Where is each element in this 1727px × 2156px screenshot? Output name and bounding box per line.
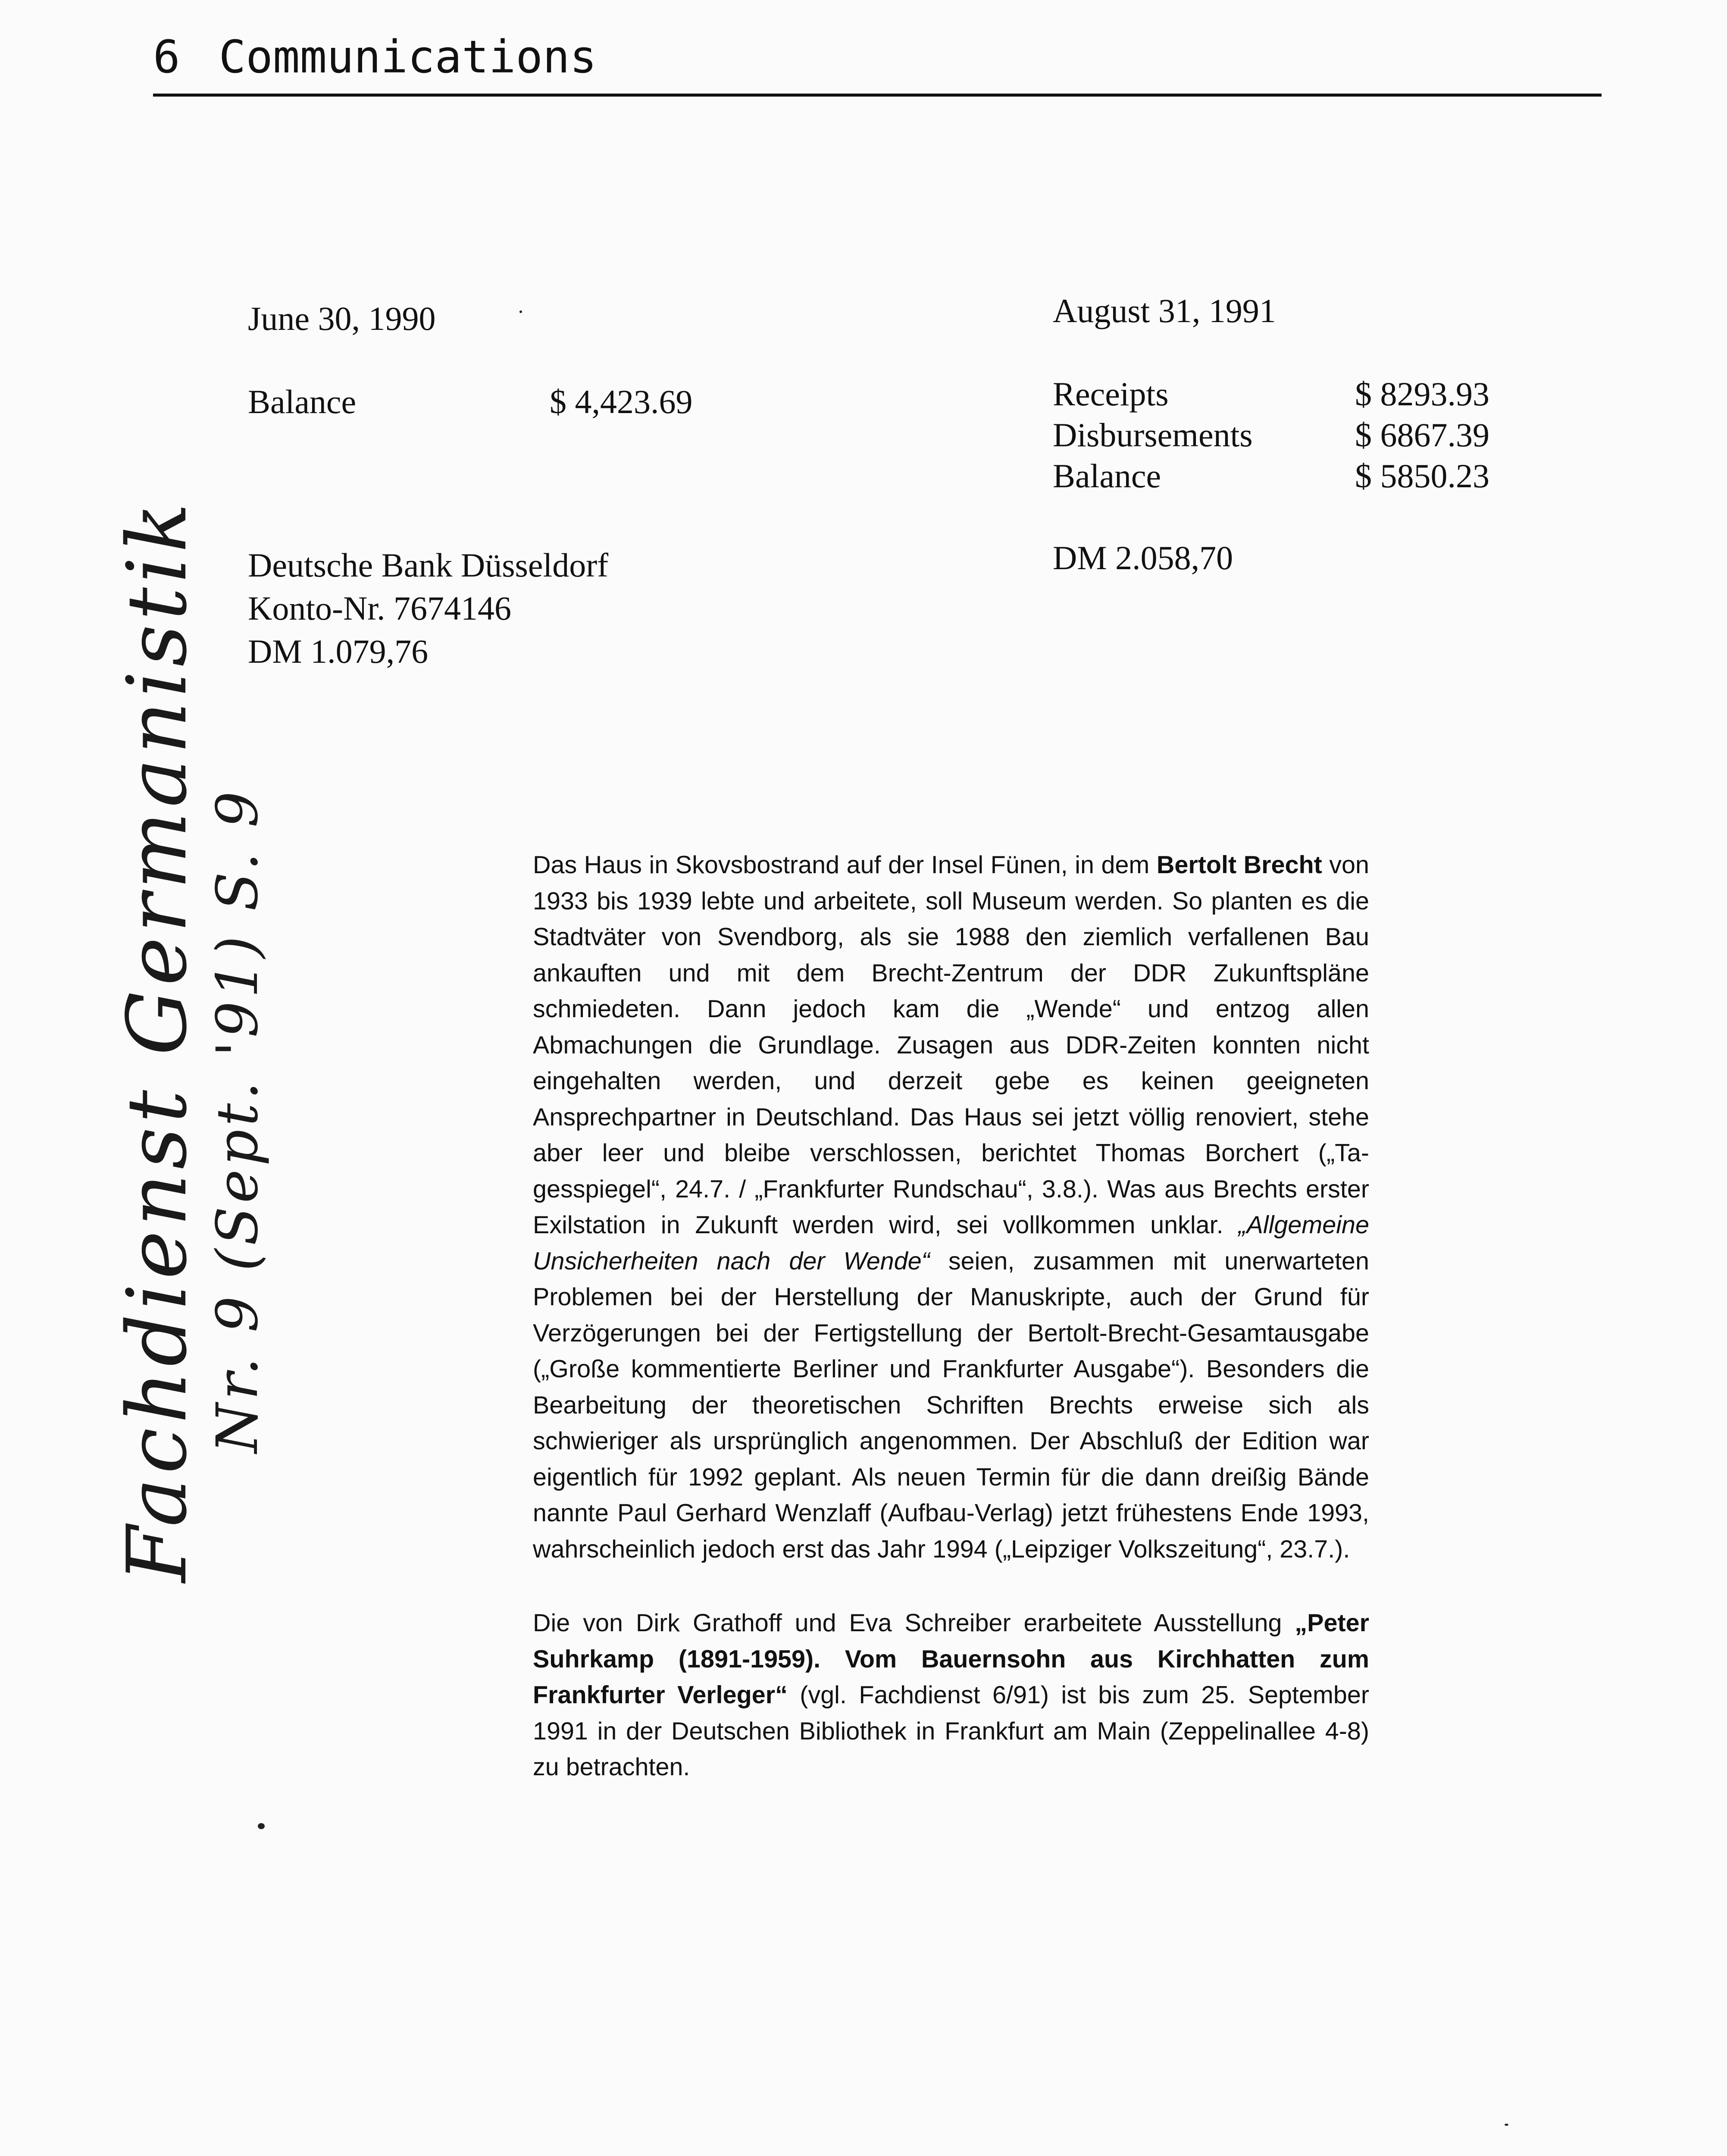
ledger-1991-value-disbursements: $ 6867.39 [1355, 416, 1489, 454]
ledger-1991-dm-amount: DM 2.058,70 [1053, 539, 1233, 577]
article-p2-text-a: Die von Dirk Grathoff und Eva Schreiber erarbeitete Ausstellung [533, 1609, 1295, 1637]
article-p1-italic-quote: „Allgemeine Unsicherheiten nach der Wende“ [533, 1211, 1369, 1275]
page-number: 6 [153, 31, 180, 83]
ledger-1991-date: August 31, 1991 [1053, 292, 1276, 329]
ledger-1991-value-receipts: $ 8293.93 [1355, 375, 1489, 413]
article-p2-text-c: (vgl. Fachdienst 6/91) ist bis zum 25. September 1991 in der Deutschen Bibliothek in Frankfurt am Main (Zeppelinallee 4-8) zu betrachten. [533, 1681, 1369, 1781]
article-p2-bold-title: „Peter Suhrkamp (1891-1959). Vom Bauernsohn aus Kirchhatten zum Frankfurter Verleger“ [533, 1609, 1369, 1709]
section-title: Communications [219, 31, 597, 83]
bank-name: Deutsche Bank Düsseldorf [248, 546, 609, 584]
page-header [153, 31, 1599, 83]
ledger-1990-date: June 30, 1990 [248, 300, 436, 337]
ledger-1991-value-balance: $ 5850.23 [1355, 457, 1489, 495]
header-rule [153, 94, 1602, 97]
news-article [533, 847, 1369, 1786]
scan-speck [1505, 2124, 1508, 2126]
ledger-1990-balance-value: $ 4,423.69 [550, 383, 693, 420]
ledger-1991-label-balance: Balance [1053, 457, 1161, 495]
handwritten-note-line-1: Fachdienst Germanistik [110, 498, 205, 1583]
article-paragraph-2 [533, 1605, 1369, 1786]
ledger-1990-balance-label: Balance [248, 383, 357, 420]
ledger-1991-label-receipts: Receipts [1053, 375, 1169, 413]
bank-account-number: Konto-Nr. 7674146 [248, 589, 511, 627]
article-p1-text-a: Das Haus in Skovsbostrand auf der Insel Fünen, in dem [533, 851, 1157, 879]
article-paragraph-1 [533, 847, 1369, 1567]
article-p1-bold-name: Bertolt Brecht [1156, 851, 1322, 879]
scan-speck [519, 310, 522, 313]
ledger-1991-label-disbursements: Disbursements [1053, 416, 1253, 454]
handwritten-note [110, 498, 289, 1583]
article-p1-text-e: seien, zusammen mit unerwarteten Problemen bei der Herstellung der Manuskripte, auch der Grund für Verzögerungen bei der Fertigstellung der Bertolt-Brecht-Gesamtausgabe („Große kommentierte Berliner und Frankfurter Ausgabe“). Besonders die Bearbeitung der theoretischen Schriften Brechts erweise sich als schwieriger als ursprünglich angenommen. Der Abschluß der Edition war eigentlich für 1992 geplant. Als neuen Termin für die dann dreißig Bände nannte Paul Gerhard Wenzlaff (Aufbau-Verlag) jetzt frühestens Ende 1993, wahrscheinlich jedoch erst das Jahr 1994 („Leipziger Volkszeitung“, 23.7.). [533, 1247, 1369, 1563]
scan-speck [258, 1823, 265, 1829]
handwritten-note-line-2: Nr. 9 (Sept. '91) S. 9 [204, 788, 271, 1453]
ledger-1990-dm-amount: DM 1.079,76 [248, 633, 429, 670]
article-p1-text-c: von 1933 bis 1939 lebte und arbeitete, soll Museum werden. So planten es die Stadtväter von Svendborg, als sie 1988 den ziemlich verfallenen Bau ankauften und mit dem Brecht-Zentrum der DDR Zukunftspläne schmiedeten. Dann jedoch kam die „Wende“ und entzog allen Abmachungen die Grundlage. Zusagen aus DDR-Zeiten konnten nicht eingehalten werden, und derzeit gebe es keinen geeigneten Ansprechpartner in Deutschland. Das Haus sei jetzt völlig renoviert, stehe aber leer und bleibe verschlossen, berichtet Thomas Borchert („Tagesspiegel“, 24.7. / „Frankfurter Rundschau“, 3.8.). Was aus Brechts erster Exilstation in Zukunft werden wird, sei vollkommen unklar. [533, 851, 1369, 1239]
